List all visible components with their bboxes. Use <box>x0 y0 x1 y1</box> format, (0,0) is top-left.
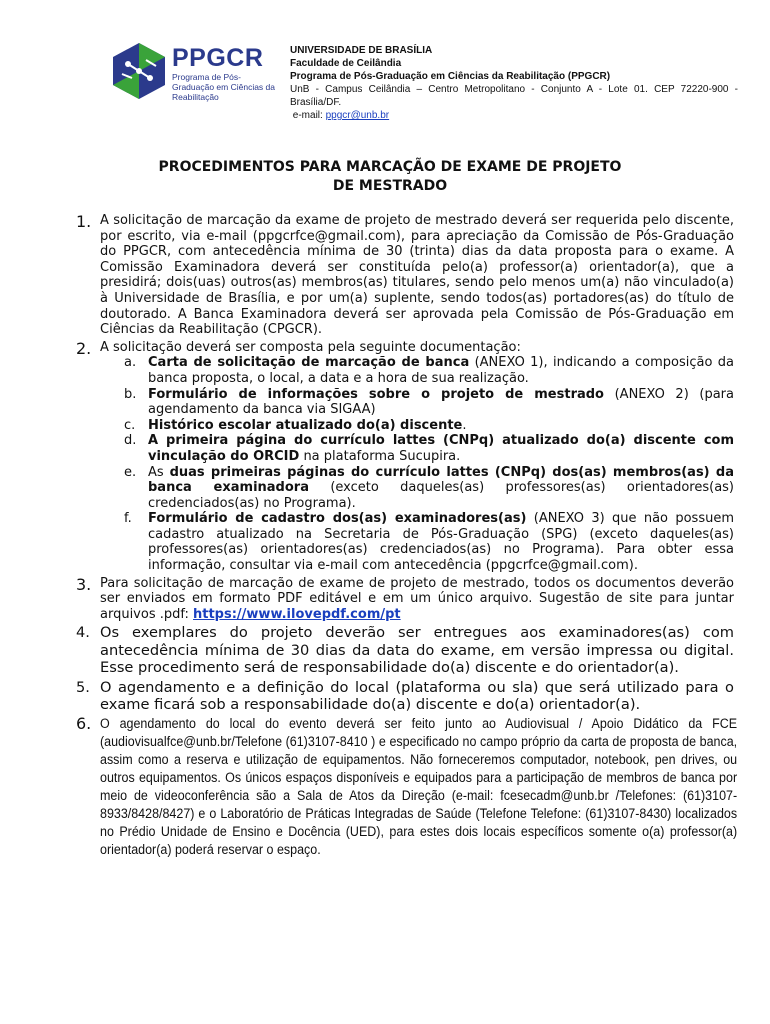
item-text: Para solicitação de marcação de exame de projeto de mestrado, todos os documentos deverão ser enviados em formato PDF editável e em um único arquivo. Sugestão de site para juntar arquivos .pdf: <box>100 575 734 622</box>
institution-info <box>290 44 738 122</box>
subitem-bold: Formulário de cadastro dos(as) examinadores(as) <box>148 511 527 527</box>
subitem-b <box>124 387 734 418</box>
title-line-2: DE MESTRADO <box>332 178 448 194</box>
list-item-6 <box>76 714 738 895</box>
ppgcr-logo-icon <box>108 40 170 102</box>
item-number: 5. <box>76 678 90 696</box>
list-item-5 <box>76 679 734 714</box>
subitem-letter: b. <box>124 386 137 402</box>
faculty-name: Faculdade de Ceilândia <box>290 58 402 69</box>
subitem-letter: f. <box>124 511 132 527</box>
subitem-e <box>124 465 734 512</box>
item-number: 2. <box>76 338 92 358</box>
subitem-bold: Carta de solicitação de marcação de banca <box>148 355 470 371</box>
subitem-bold: A primeira página do currículo lattes (CNPq) atualizado do(a) discente com vinculação do ORCID <box>148 433 734 464</box>
item-number: 6. <box>76 714 92 734</box>
email-line <box>290 109 738 122</box>
subitem-text: (ANEXO 3) que não possuem cadastro atualizado na Secretaria de Pós-Graduação (SPG) (exceto daqueles(as) professores(as) orientadores(as) credenciados(as) no Programa). Para obter essa informação, consultar via e-mail com antecedência (ppgcrfce@gmail.com). <box>148 511 734 574</box>
item-text: Os exemplares do projeto deverão ser entregues aos examinadores(as) com antecedência mínima de 30 dias da data do exame, em versão impressa ou digital. Esse procedimento será de responsabilidade do(a) discente e do orientador(a). <box>100 624 734 677</box>
ilovepdf-link[interactable]: https://www.ilovepdf.com/pt <box>193 606 401 622</box>
item-number: 4. <box>76 624 90 642</box>
item-number: 1. <box>76 212 92 231</box>
subitem-text: (exceto daqueles(as) professores(as) orientadores(as) credenciados(as) no Programa). <box>148 480 735 511</box>
title-line-1: PROCEDIMENTOS PARA MARCAÇÃO DE EXAME DE PROJETO <box>158 159 622 175</box>
item-text: O agendamento e a definição do local (plataforma ou sla) que será utilizado para o exame ficará sob a responsabilidade do(a) discente e do(a) orientador(a). <box>100 678 734 714</box>
address: UnB - Campus Ceilândia – Centro Metropolitano - Conjunto A - Lote 01. CEP 72220-900 - Brasília/DF. <box>290 84 738 108</box>
subitem-text: . <box>462 417 467 433</box>
subitem-letter: e. <box>124 464 137 480</box>
subitem-text: (ANEXO 1), indicando a composição da banca proposta, o local, a data e a hora de sua realização. <box>148 355 734 386</box>
logo-subtitle: Programa de Pós-Graduação em Ciências da Reabilitação <box>172 72 276 102</box>
subitem-pre: As <box>148 464 170 480</box>
item-number: 3. <box>76 574 92 594</box>
subitem-letter: d. <box>124 433 137 449</box>
subitem-text: (ANEXO 2) (para agendamento da banca via SIGAA) <box>148 386 734 418</box>
subitem-bold: Formulário de informações sobre o projeto de mestrado <box>148 386 604 402</box>
email-link[interactable]: ppgcr@unb.br <box>325 110 390 121</box>
subitem-f <box>124 511 734 573</box>
page-title <box>90 158 690 196</box>
program-name: Programa de Pós-Graduação em Ciências da Reabilitação (PPGCR) <box>290 71 611 82</box>
list-item-2 <box>76 340 734 574</box>
subitem-bold: Histórico escolar atualizado do(a) discente <box>148 417 463 433</box>
logo-name: PPGCR <box>172 44 264 72</box>
procedures-list <box>76 212 738 897</box>
subitem-c <box>124 418 734 434</box>
ppgcr-logo <box>108 40 278 104</box>
subitem-text: na plataforma Sucupira. <box>299 448 461 464</box>
email-label: e-mail: <box>292 110 326 121</box>
subitem-d <box>124 433 734 464</box>
subitem-bold: duas primeiras páginas do currículo lattes (CNPq) dos(as) membros(as) da banca examinadora <box>148 464 734 496</box>
subitem-letter: a. <box>124 355 137 371</box>
item-text: A solicitação de marcação da exame de projeto de mestrado deverá ser requerida pelo discente, por escrito, via e-mail (ppgcrfce@gmail.com), para apreciação da Comissão de Pós-Graduação do PPGCR, com antecedência mínima de 30 (trinta) dias da data proposta para o exame. A Comissão Examinadora deverá ser constituída pelo(a) professor(a) orientador(a), que a presidirá; dois(uas) outros(as) membros(as) titulares, sendo pelo menos um(a) não vinculado(a) à Universidade de Brasília, e por um(a) suplente, sendo todos(as) portadores(as) do título de doutorado. A Banca Examinadora deverá ser aprovada pela Comissão de Pós-Graduação em Ciências da Reabilitação (CPGCR). <box>100 213 734 338</box>
list-item-4 <box>76 624 734 676</box>
item-text: A solicitação deverá ser composta pela seguinte documentação: <box>100 339 521 355</box>
item-text: O agendamento do local do evento deverá ser feito junto ao Audiovisual / Apoio Didático da FCE (audiovisualfce@unb.br/Telefone (61)3107-8410 ) e especificado no campo próprio da carta de proposta de banca, assim como a reserva e utilização de equipamentos. Não forneceremos computador, notebook, pen drives, ou outros equipamentos. Os únicos espaços disponíveis e equipados para a participação de membros de banca por meio de videoconferência são a Sala de Atos da Direção (e-mail: fcesecadm@unb.br /Telefones: (61)3107-8933/8428/8427) e o Laboratório de Práticas Integradas de Saúde (Telefone Telefone: (61)3107-8430) localizados no Prédio Unidade de Ensino e Docência (UED), para estes dois locais específicos somente o(a) professor(a) orientador(a) poderá reservar o espaço. <box>100 716 738 859</box>
list-item-3 <box>76 576 734 623</box>
list-item-1 <box>76 213 734 338</box>
subitem-a <box>124 355 734 386</box>
university-name: UNIVERSIDADE DE BRASÍLIA <box>290 45 433 56</box>
subitem-letter: c. <box>124 417 136 433</box>
